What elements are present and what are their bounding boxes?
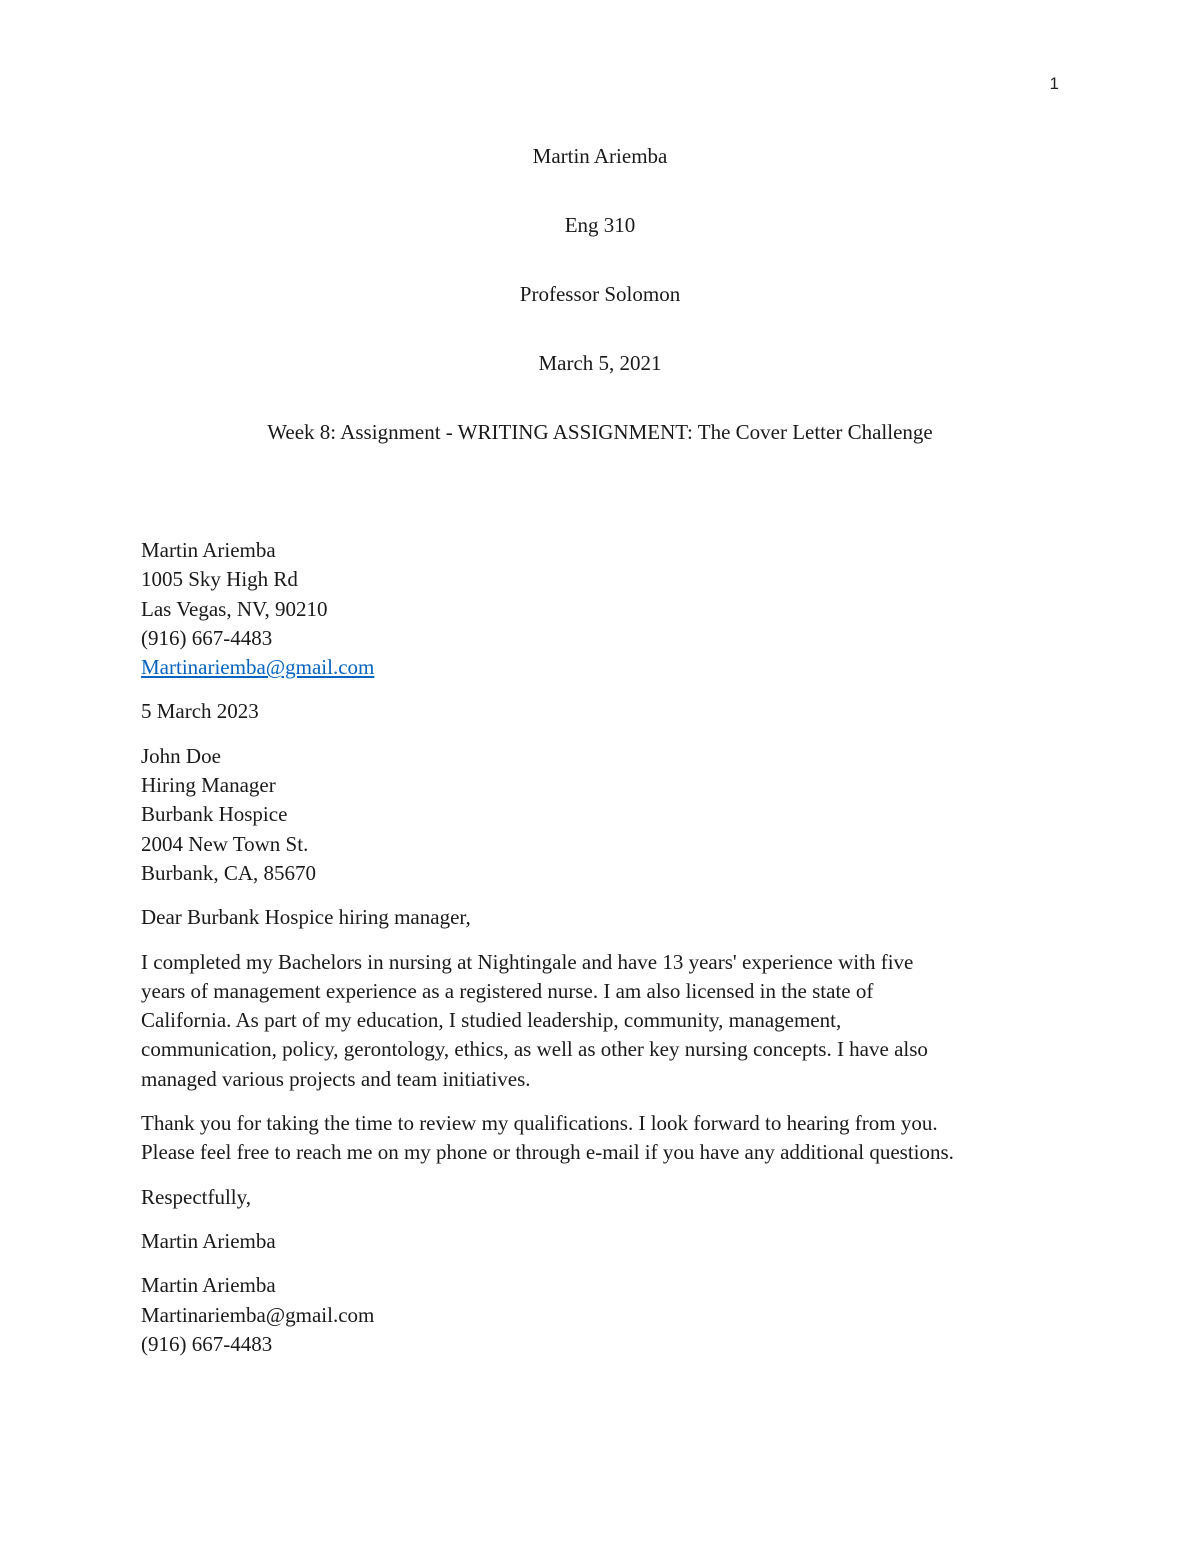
paragraph-line: I completed my Bachelors in nursing at Nightingale and have 13 years' experience with five <box>141 949 914 974</box>
letter-date: 5 March 2023 <box>141 699 259 724</box>
paragraph-line: California. As part of my education, I studied leadership, community, management, <box>141 1008 842 1033</box>
footer-name: Martin Ariemba <box>141 1273 276 1298</box>
body-paragraph-qualifications <box>141 948 1071 1094</box>
body-paragraph-thanks <box>141 1109 1071 1168</box>
recipient-name: John Doe <box>141 743 221 768</box>
recipient-title: Hiring Manager <box>141 773 276 798</box>
salutation: Dear Burbank Hospice hiring manager, <box>141 905 471 930</box>
closing: Respectfully, <box>141 1184 252 1209</box>
sender-street: 1005 Sky High Rd <box>141 567 298 592</box>
paragraph-line: communication, policy, gerontology, ethics, as well as other key nursing concepts. I have also <box>141 1037 928 1062</box>
paragraph-line: managed various projects and team initiatives. <box>141 1066 531 1091</box>
page-number: 1 <box>1049 74 1059 93</box>
signature: Martin Ariemba <box>141 1228 276 1253</box>
recipient-company: Burbank Hospice <box>141 802 288 827</box>
paragraph-line: years of management experience as a registered nurse. I am also licensed in the state of <box>141 978 874 1003</box>
recipient-address-block <box>141 742 1071 888</box>
footer-contact-block <box>141 1271 1071 1359</box>
paragraph-line: Thank you for taking the time to review my qualifications. I look forward to hearing from you. <box>141 1111 938 1136</box>
recipient-street: 2004 New Town St. <box>141 831 309 856</box>
footer-email: Martinariemba@gmail.com <box>141 1302 375 1327</box>
header-date: March 5, 2021 <box>538 351 662 375</box>
sender-address-block <box>141 536 1071 682</box>
header-author: Martin Ariemba <box>532 144 668 168</box>
sender-phone: (916) 667-4483 <box>141 625 273 650</box>
paragraph-line: Please feel free to reach me on my phone or through e-mail if you have any additional questions. <box>141 1140 954 1165</box>
header-course: Eng 310 <box>564 213 636 237</box>
header-professor: Professor Solomon <box>519 282 681 306</box>
cover-letter <box>141 536 1071 1374</box>
sender-city: Las Vegas, NV, 90210 <box>141 596 328 621</box>
footer-phone: (916) 667-4483 <box>141 1331 273 1356</box>
header-assignment-title: Week 8: Assignment - WRITING ASSIGNMENT: The Cover Letter Challenge <box>267 420 933 444</box>
assignment-header <box>0 142 1200 487</box>
sender-name: Martin Ariemba <box>141 538 276 562</box>
recipient-city: Burbank, CA, 85670 <box>141 860 316 885</box>
sender-email-link[interactable]: Martinariemba@gmail.com <box>141 655 375 680</box>
